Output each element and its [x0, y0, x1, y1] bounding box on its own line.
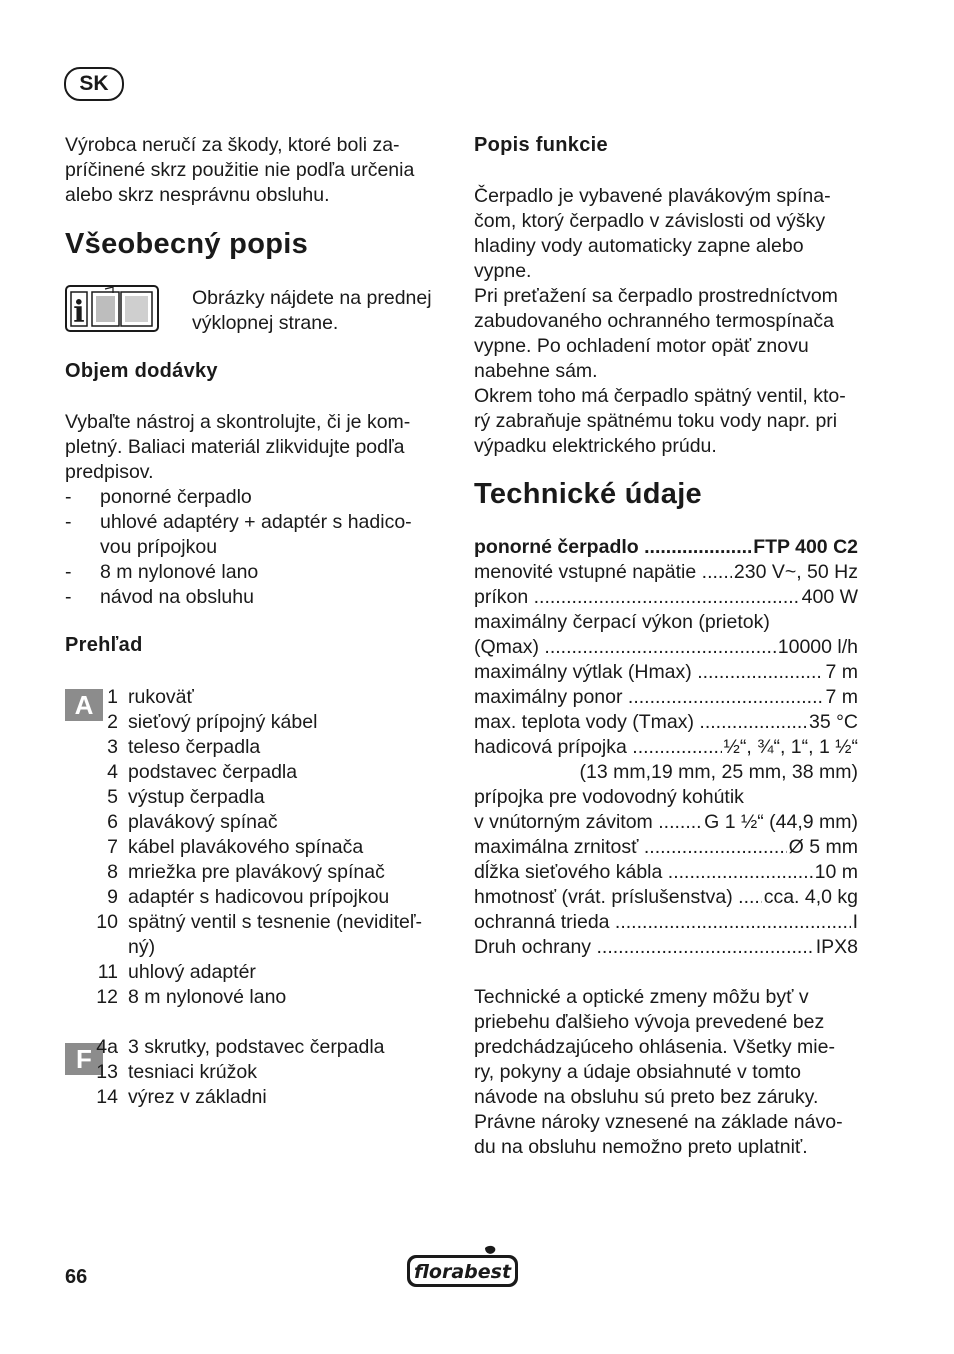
intro-line: príčinené skrz použitie nie podľa určenia [65, 159, 415, 181]
spec-value: 10000 l/h [777, 636, 858, 658]
part-number: 1 [107, 686, 118, 708]
part-number: 8 [107, 861, 118, 883]
part-number: 9 [107, 886, 118, 908]
notice-line: ry, pokyny a údaje obsiahnuté v tomto [474, 1061, 801, 1083]
spec-label: v vnútorným závitom ..... [474, 810, 702, 835]
spec-row [474, 835, 858, 860]
part-item [40, 1085, 460, 1110]
spec-label: maximálny čerpací výkon (prietok) [474, 611, 770, 633]
list-item-line: uhlové adaptéry + adaptér s hadico- [100, 511, 412, 533]
brand-wordmark: florabest [413, 1261, 512, 1283]
spec-label: maximálna zrnitosť ..... [474, 835, 787, 860]
spec-value: 7 m [825, 661, 858, 683]
spec-value: 35 °C [809, 711, 858, 733]
info-book-icon [65, 285, 159, 332]
spec-value: cca. 4,0 kg [763, 886, 858, 908]
function-line: rý zabraňuje spätnému toku vody napr. pri [474, 410, 838, 432]
scope-line: predpisov. [65, 461, 154, 483]
part-item [40, 885, 460, 910]
info-line: výklopnej strane. [192, 312, 339, 334]
spec-row [474, 635, 858, 660]
part-name: plavákový spínač [128, 811, 278, 833]
list-item: - návod na obsluhu [65, 585, 445, 610]
spec-value: ½“, ¾“, 1“, 1 ½“ [723, 736, 858, 758]
part-item [40, 910, 460, 935]
figure-a-label: A [65, 689, 103, 721]
part-name: tesniaci krúžok [128, 1061, 257, 1083]
part-item [40, 785, 460, 810]
spec-label: max. teplota vody (Tmax) ..... [474, 710, 807, 735]
spec-value: FTP 400 C2 [753, 536, 858, 558]
part-number: 12 [96, 986, 118, 1008]
spec-label: prípojka pre vodovodný kohútik [474, 786, 744, 808]
part-item [40, 835, 460, 860]
spec-value: 7 m [825, 686, 858, 708]
part-name: mriežka pre plavákový spínač [128, 861, 385, 883]
list-item [65, 510, 445, 560]
part-name: uhlový adaptér [128, 961, 256, 983]
spec-label: ponorné čerpadlo ..... [474, 535, 751, 560]
spec-label: (Qmax) ..... [474, 635, 776, 660]
spec-row [474, 935, 858, 960]
spec-row [474, 535, 858, 560]
function-line: nabehne sám. [474, 360, 598, 382]
part-item [40, 760, 460, 785]
spec-value: 400 W [801, 586, 858, 608]
scope-paragraph [65, 410, 445, 610]
part-name: 8 m nylonové lano [128, 986, 287, 1008]
intro-line: Výrobca neručí za škody, ktoré boli za- [65, 134, 400, 156]
function-line: hladiny vody automaticky zapne alebo [474, 235, 804, 257]
part-item [40, 1060, 460, 1085]
spec-row [474, 860, 858, 885]
function-line: čom, ktorý čerpadlo v závislosti od výšky [474, 210, 826, 232]
technical-data-heading: Technické údaje [474, 478, 702, 510]
notice-line: predchádzajúceho ohlásenia. Všetky mie- [474, 1036, 835, 1058]
spec-label: menovité vstupné napätie ..... [474, 560, 732, 585]
part-number: 4 [107, 761, 118, 783]
spec-value: Ø 5 mm [788, 836, 858, 858]
spec-row [474, 735, 858, 760]
list-item: - ponorné čerpadlo [65, 485, 445, 510]
spec-label: ochranná trieda ..... [474, 910, 851, 935]
notice-line: priebehu ďalšieho vývoja prevedené bez [474, 1011, 825, 1033]
spec-label: Druh ochrany ..... [474, 935, 814, 960]
spec-row [474, 685, 858, 710]
scope-line: Vybaľte nástroj a skontrolujte, či je kom- [65, 411, 411, 433]
spec-value: 10 m [814, 861, 858, 883]
part-number: 11 [97, 961, 118, 983]
spec-row [474, 885, 858, 910]
spec-label: maximálny ponor ..... [474, 685, 823, 710]
part-name: rukoväť [128, 686, 194, 708]
part-number: 10 [96, 911, 118, 933]
overview-heading: Prehľad [65, 634, 143, 656]
part-name: spätný ventil s tesnenie (neviditeľ- [128, 911, 423, 933]
notice-line: Technické a optické zmeny môžu byť v [474, 986, 809, 1008]
part-number: 13 [96, 1061, 118, 1083]
page-number: 66 [65, 1266, 88, 1288]
info-line: Obrázky nájdete na prednej [192, 287, 432, 309]
part-name: podstavec čerpadla [128, 761, 298, 783]
spec-label: maximálny výtlak (Hmax) ..... [474, 660, 823, 685]
part-name: teleso čerpadla [128, 736, 261, 758]
spec-row [474, 810, 858, 835]
part-number: 2 [107, 711, 118, 733]
part-name: ný) [128, 936, 156, 958]
spec-value: I [852, 911, 858, 933]
function-line: vypne. [474, 260, 532, 282]
spec-label: príkon ..... [474, 585, 800, 610]
part-number: 14 [96, 1086, 118, 1108]
spec-row [474, 585, 858, 610]
part-name: sieťový prípojný kábel [128, 711, 318, 733]
spec-value: G 1 ½“ (44,9 mm) [704, 811, 858, 833]
notice-paragraph [474, 985, 858, 1160]
notice-line: du na obsluhu nemožno preto uplatniť. [474, 1136, 808, 1158]
part-number: 4a [96, 1036, 118, 1058]
spec-row [474, 710, 858, 735]
part-item [40, 685, 460, 710]
notice-line: Právne nároky vznesené na základe návo- [474, 1111, 843, 1133]
spec-label: dĺžka sieťového kábla ..... [474, 860, 813, 885]
spec-label: hmotnosť (vrát. príslušenstva) ..... [474, 885, 762, 910]
part-name: výrez v základni [128, 1086, 267, 1108]
function-line: vypne. Po ochladení motor opäť znovu [474, 335, 809, 357]
part-item [40, 985, 460, 1010]
part-item [40, 860, 460, 885]
list-item-line: vou prípojkou [100, 536, 218, 558]
list-item: - 8 m nylonové lano [65, 560, 445, 585]
info-text [192, 286, 452, 336]
scope-line: pletný. Baliaci materiál zlikvidujte podľa [65, 436, 405, 458]
part-item [40, 960, 460, 985]
part-item [40, 735, 460, 760]
figure-f-label: F [65, 1043, 103, 1075]
function-line: zabudovaného ochranného termospínača [474, 310, 834, 332]
part-number: 5 [107, 786, 118, 808]
function-line: Čerpadlo je vybavené plavákovým spína- [474, 185, 831, 207]
function-line: výpadku elektrického prúdu. [474, 435, 717, 457]
part-item [40, 1035, 460, 1060]
part-number: 7 [107, 836, 118, 858]
spec-value: 230 V~, 50 Hz [733, 561, 858, 583]
part-number: 3 [107, 736, 118, 758]
intro-paragraph [65, 133, 445, 208]
spec-label: hadicová prípojka ..... [474, 735, 722, 760]
spec-table [474, 535, 858, 960]
parts-list-f [40, 1035, 460, 1110]
intro-line: alebo skrz nesprávnu obsluhu. [65, 184, 330, 206]
scope-of-delivery-heading: Objem dodávky [65, 360, 218, 382]
function-description-heading: Popis funkcie [474, 134, 608, 156]
part-name: adaptér s hadicovou prípojkou [128, 886, 390, 908]
language-badge: SK [64, 67, 124, 101]
scope-list [65, 485, 445, 610]
florabest-logo [405, 1245, 520, 1289]
function-line: Pri preťažení sa čerpadlo prostredníctvom [474, 285, 838, 307]
part-number: 6 [107, 811, 118, 833]
general-description-heading: Všeobecný popis [65, 228, 309, 260]
part-name: kábel plavákového spínača [128, 836, 364, 858]
part-item [40, 810, 460, 835]
spec-value: (13 mm,19 mm, 25 mm, 38 mm) [579, 761, 858, 783]
parts-list-a [40, 685, 460, 1010]
part-item [40, 710, 460, 735]
spec-row [474, 660, 858, 685]
spec-value: IPX8 [815, 936, 858, 958]
spec-row [474, 910, 858, 935]
spec-row [474, 560, 858, 585]
function-paragraph [474, 184, 858, 459]
part-name: výstup čerpadla [128, 786, 265, 808]
notice-line: návode na obsluhu sú preto bez záruky. [474, 1086, 819, 1108]
part-item [40, 935, 460, 960]
part-name: 3 skrutky, podstavec čerpadla [128, 1036, 385, 1058]
function-line: Okrem toho má čerpadlo spätný ventil, kto- [474, 385, 846, 407]
svg-text:i: i [73, 295, 85, 330]
